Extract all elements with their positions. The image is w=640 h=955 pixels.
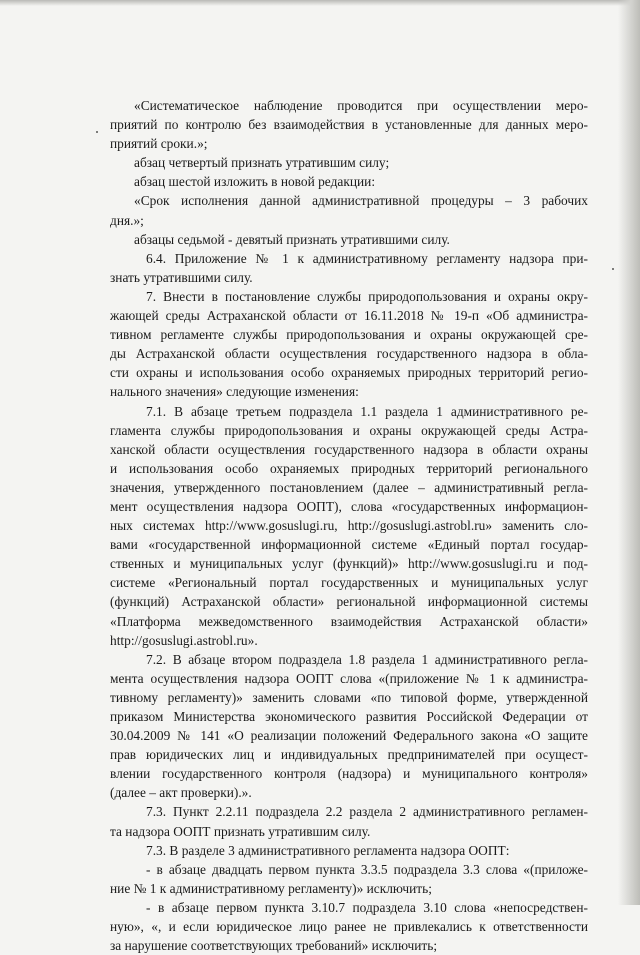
text-line: ды Астраханской области осуществления государственного надзора в обла- bbox=[110, 346, 588, 362]
text-line: сти охраны и использования особо охраняемых природных территорий регио- bbox=[110, 365, 588, 381]
text-line: (функций) Астраханской области» региональной информационной системы bbox=[110, 594, 588, 610]
text-line: 7. Внести в постановление службы природопользования и охраны окру- bbox=[146, 288, 588, 304]
text-line: ную», «, и если юридическое лицо ранее не привлекались к ответственности bbox=[110, 919, 588, 935]
text-line: - в абзаце первом пункта 3.10.7 подраздела 3.10 слова «непосредствен- bbox=[146, 899, 588, 915]
text-line: - в абзаце двадцать первом пункта 3.3.5 подраздела 3.3 слова «(приложе- bbox=[146, 861, 588, 877]
text-line: абзац шестой изложить в новой редакции: bbox=[134, 174, 376, 190]
text-line: тивному регламенту)» заменить словами «по типовой форме, утвержденной bbox=[110, 689, 588, 705]
text-line: приказом Министерства экономического развития Российской Федерации от bbox=[110, 709, 588, 724]
text-line: та надзора ООПТ признать утратившим силу. bbox=[110, 823, 371, 839]
text-line: значения, утвержденного постановлением (далее – административный регла- bbox=[110, 479, 588, 495]
scan-speck bbox=[96, 131, 98, 133]
text-line: 7.1. В абзаце третьем подраздела 1.1 раздела 1 административного ре- bbox=[146, 403, 588, 419]
text-line: 30.04.2009 № 141 «О реализации положений Федерального закона «О защите bbox=[110, 728, 588, 744]
scan-top-edge bbox=[0, 0, 640, 6]
text-line: нального значения» следующие изменения: bbox=[110, 384, 359, 400]
text-line: влении государственного контроля (надзора) и муниципального контроля» bbox=[110, 766, 588, 782]
text-line: жающей среды Астраханской области от 16.11.2018 № 19-п «Об администра- bbox=[110, 308, 588, 324]
text-line: знать утратившими силу. bbox=[110, 269, 253, 285]
text-line: 7.3. В разделе 3 административного регламента надзора ООПТ: bbox=[146, 842, 510, 858]
text-line: 7.3. Пункт 2.2.11 подраздела 2.2 раздела 2 административного регламен- bbox=[146, 804, 588, 820]
text-line: 6.4. Приложение № 1 к административному регламенту надзора при- bbox=[146, 250, 588, 266]
text-line: дня.»; bbox=[110, 212, 144, 228]
text-line: http://gosuslugi.astrobl.ru». bbox=[110, 632, 258, 648]
text-line: «Платформа межведомственного взаимодействия Астраханской области» bbox=[110, 613, 588, 629]
text-line: ных системах http://www.gosuslugi.ru, http://gosuslugi.astrobl.ru» заменить сло- bbox=[110, 518, 588, 534]
text-line: приятий по контролю без взаимодействия в установленные для данных меро- bbox=[110, 117, 588, 133]
text-line: прав юридических лиц и индивидуальных предпринимателей при осущест- bbox=[110, 747, 588, 763]
text-line: приятий сроки.»; bbox=[110, 136, 208, 152]
text-line: «Систематическое наблюдение проводится при осуществлении меро- bbox=[134, 98, 588, 113]
text-line: мента осуществления надзора ООПТ слова «(приложение № 1 к администра- bbox=[110, 670, 588, 686]
text-line: «Срок исполнения данной административной процедуры – 3 рабочих bbox=[134, 193, 588, 209]
text-line: мент осуществления надзора ООПТ), слова «государственных информацион- bbox=[110, 498, 588, 514]
text-line: ханской области осуществления государственного надзора в области охраны bbox=[110, 441, 588, 457]
scan-speck bbox=[612, 268, 614, 270]
text-line: и использования особо охраняемых природных территорий регионального bbox=[110, 460, 588, 476]
document-body bbox=[110, 96, 588, 955]
text-line: системе «Региональный портал государственных и муниципальных услуг bbox=[110, 575, 588, 591]
text-line: вами «государственной информационной системе «Единый портал государ- bbox=[110, 537, 588, 553]
text-line: абзац четвертый признать утратившим силу; bbox=[134, 155, 390, 171]
text-line: абзацы седьмой - девятый признать утратившими силу. bbox=[134, 231, 450, 247]
text-line: 7.2. В абзаце втором подраздела 1.8 раздела 1 административного регла- bbox=[146, 651, 588, 667]
text-line: гламента службы природопользования и охраны окружающей среды Астра- bbox=[110, 422, 588, 438]
text-line: ние № 1 к административному регламенту)» исключить; bbox=[110, 880, 432, 896]
text-line: (далее – акт проверки).». bbox=[110, 785, 252, 801]
text-line: ственных и муниципальных услуг (функций)» http://www.gosuslugi.ru и под- bbox=[110, 556, 588, 572]
scan-right-edge bbox=[618, 0, 640, 905]
text-line: тивном регламенте службы природопользования и охраны окружающей сре- bbox=[110, 327, 588, 343]
text-line: за нарушение соответствующих требований» исключить; bbox=[110, 938, 438, 954]
